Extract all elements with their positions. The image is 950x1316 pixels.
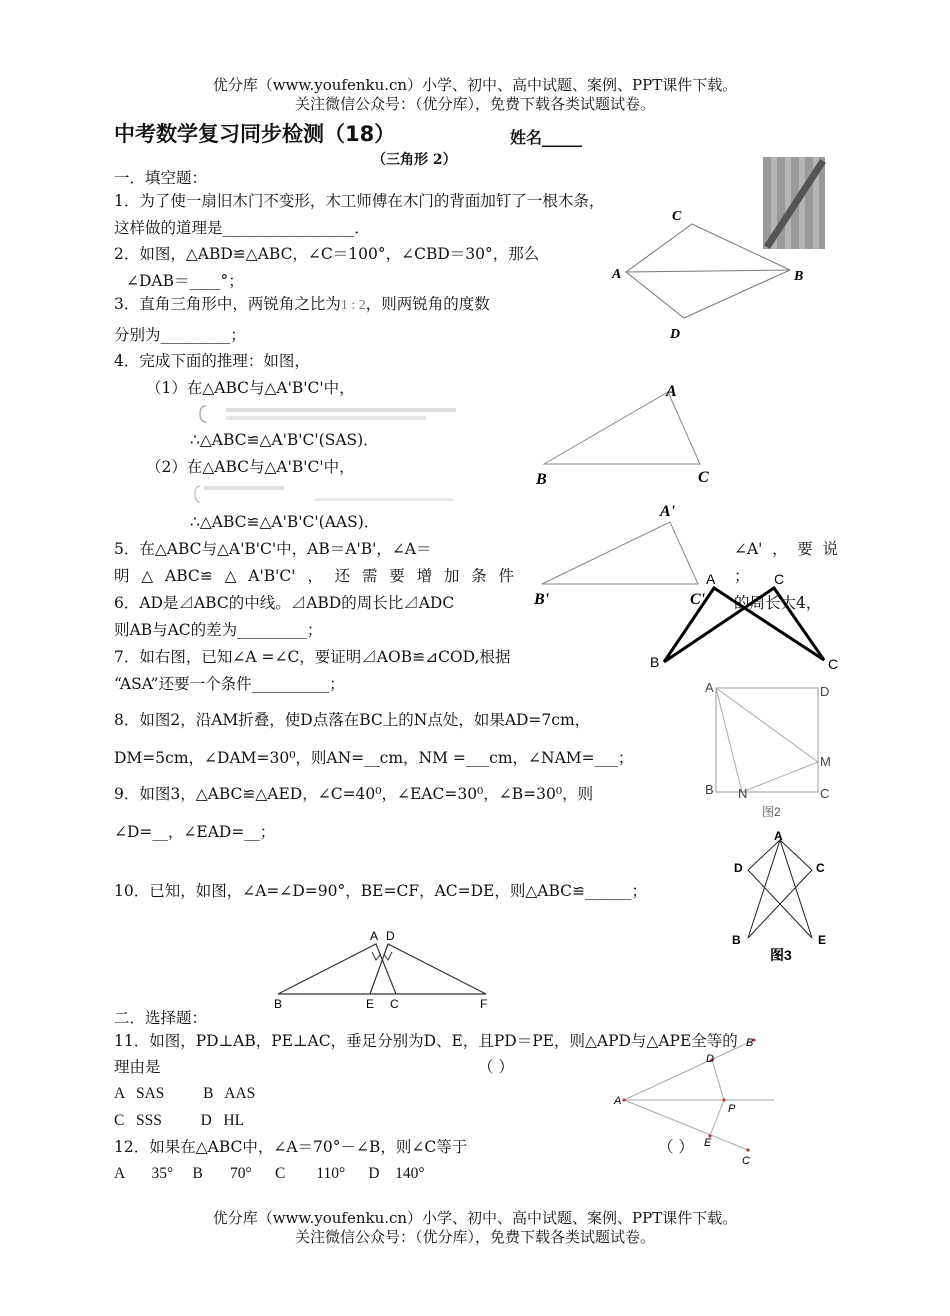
q5-line-1-right: [734, 539, 838, 559]
star-label-c: C: [816, 861, 825, 875]
figure-triangle-abc: [530, 378, 730, 498]
q4-1-conditions-image: [198, 402, 468, 426]
q3-text-a: 3．直角三角形中，两锐角之比为: [114, 295, 341, 313]
q5-line-2: [114, 566, 514, 586]
q3-text-b: ，则两锐角的度数: [365, 295, 490, 313]
q11-label-a: A: [614, 1095, 622, 1107]
q5-line-2-text: 明△ABC≌△A'B'C'，还需要增加条件: [114, 567, 514, 585]
q12-line: 12．如果在△ABC中，∠A＝70°－∠B，则∠C等于: [114, 1138, 468, 1156]
q1-line-1: 1．为了使一扇旧木门不变形，木工师傅在木门的背面加钉了一根木条，: [114, 192, 605, 210]
tri-label-b: B: [536, 471, 547, 488]
q4-part-2: （2）在△ABC与△A'B'C'中，: [146, 458, 355, 476]
q2-line-1: 2．如图，△ABD≌△ABC，∠C＝100°，∠CBD＝30°，那么: [114, 245, 540, 263]
q11-label-p: P: [728, 1103, 736, 1115]
footer-line-2: 关注微信公众号：（优分库），免费下载各类试题试卷。: [294, 1228, 655, 1246]
q6-line-1-left: 6．AD是⊿ABC的中线。⊿ABD的周长比⊿ADC: [114, 594, 455, 612]
q8-line-2: DM=5cm，∠DAM=30⁰，则AN=__cm，NM =___cm，∠NAM=___；: [114, 749, 634, 767]
tri2-label-c: C': [690, 591, 706, 608]
q7-line-1: 7．如右图，已知∠A =∠C，要证明⊿AOB≌⊿COD,根据: [114, 648, 511, 666]
q4-line: 4．完成下面的推理：如图，: [114, 352, 310, 370]
rect-label-a: A: [705, 680, 714, 695]
q2-line-2: ∠DAB＝____°；: [126, 272, 244, 290]
rect-label-d: D: [820, 684, 830, 699]
q4-part-1-conclusion: ∴△ABC≌△A'B'C'(SAS)．: [190, 431, 379, 449]
kite-label-a: A: [612, 267, 622, 282]
q11-label-d: D: [706, 1053, 714, 1065]
q3-line-1: [114, 294, 490, 316]
figure-rectangle-fold: [702, 678, 842, 820]
figure-3-caption: 图3: [770, 947, 792, 963]
q10-label-e: E: [366, 997, 375, 1011]
page-title: 中考数学复习同步检测（18）: [114, 122, 396, 146]
q11-label-b: B: [746, 1037, 754, 1049]
q11-options-1: A SAS B AAS: [114, 1085, 256, 1102]
bowtie-label-a: A: [706, 571, 716, 587]
q7-line-2: “ASA”还要一个条件__________；: [114, 675, 345, 693]
star-label-b: B: [732, 933, 741, 947]
q11-line-2: 理由是: [114, 1058, 161, 1076]
q6-line-1-right: 的周长大4，: [734, 594, 822, 612]
q9-line-1: 9．如图3，△ABC≌△AED，∠C=40⁰，∠EAC=30⁰，∠B=30⁰，则: [114, 785, 594, 803]
figure-q11-angle: [608, 1034, 788, 1170]
bowtie-label-c: C: [828, 656, 839, 672]
tri-label-c: C: [698, 469, 709, 486]
footer-line-1: 优分库（www.youfenku.cn）小学、初中、高中试题、案例、PPT课件下载。: [212, 1209, 738, 1227]
q11-label-e: E: [704, 1137, 712, 1149]
tri2-label-a: A': [660, 503, 676, 520]
star-label-e: E: [818, 933, 827, 947]
kite-label-d: D: [670, 327, 681, 342]
q4-part-1: （1）在△ABC与△A'B'C'中，: [146, 379, 355, 397]
q10-label-c: C: [390, 997, 399, 1011]
q12-options: A 35° B 70° C 110° D 140°: [114, 1165, 425, 1182]
q4-2-conditions-image: [194, 482, 464, 508]
q5-line-1-left: 5．在△ABC与△A'B'C'中，AB＝A'B'，∠A＝: [114, 540, 432, 558]
q10-label-f: F: [480, 997, 488, 1011]
rect-label-c: C: [820, 786, 830, 801]
q10-label-d: D: [386, 929, 395, 943]
q11-options-2: C SSS D HL: [114, 1112, 245, 1129]
q5-line-1-right-text: ∠A'，要说: [734, 540, 838, 558]
q1-line-2: 这样做的道理是_________________．: [114, 219, 370, 237]
kite-label-c: C: [672, 209, 682, 224]
q11-line-1: 11．如图，PD⊥AB，PE⊥AC，垂足分别为D、E，且PD＝PE，则△APD与△APE全等的: [114, 1032, 738, 1050]
header-line-2: 关注微信公众号：（优分库），免费下载各类试题试卷。: [294, 95, 655, 113]
figure-bowtie: [648, 570, 848, 675]
q4-part-2-conclusion: ∴△ABC≌△A'B'C'(AAS)．: [190, 513, 380, 531]
star-label-d: D: [734, 861, 743, 875]
rect-label-b: B: [705, 782, 714, 797]
figure-kite-abcd: [600, 200, 820, 350]
q6-line-2: 则AB与AC的差为_________；: [114, 621, 323, 639]
q10-line: 10．已知，如图，∠A=∠D=90°，BE=CF，AC=DE，则△ABC≌______；: [114, 882, 647, 900]
name-field-label: 姓名_____: [510, 128, 583, 147]
q11-answer-paren: （ ）: [478, 1058, 514, 1076]
tri-label-a: A: [666, 383, 677, 400]
section-2-heading: 二．选择题：: [114, 1009, 208, 1027]
q11-label-c: C: [742, 1155, 750, 1167]
q5-line-2-end: ；: [734, 567, 750, 585]
q10-label-b: B: [274, 997, 283, 1011]
section-1-heading: 一．填空题：: [114, 169, 208, 187]
bowtie-label-b: B: [650, 654, 660, 670]
q3-ratio: 1 : 2: [340, 298, 366, 313]
q10-label-a: A: [370, 929, 379, 943]
figure-star-3: [726, 826, 846, 966]
kite-label-b: B: [794, 269, 804, 284]
q9-line-2: ∠D=__，∠EAD=__；: [114, 823, 276, 841]
header-line-1: 优分库（www.youfenku.cn）小学、初中、高中试题、案例、PPT课件下载。: [212, 76, 738, 94]
rect-label-n: N: [738, 786, 748, 801]
q12-answer-paren: （ ）: [658, 1138, 694, 1156]
subtitle: （三角形 2）: [372, 152, 457, 168]
star-label-a: A: [774, 829, 783, 843]
q3-line-2: 分别为_________；: [114, 326, 246, 344]
rect-label-m: M: [820, 754, 831, 769]
bowtie-label-c-top: C: [774, 571, 785, 587]
tri2-label-b: B': [534, 591, 550, 608]
figure-2-caption: 图2: [762, 805, 781, 819]
figure-q10-triangles: [270, 926, 500, 1012]
q8-line-1: 8．如图2，沿AM折叠，使D点落在BC上的N点处，如果AD=7cm，: [114, 711, 591, 729]
